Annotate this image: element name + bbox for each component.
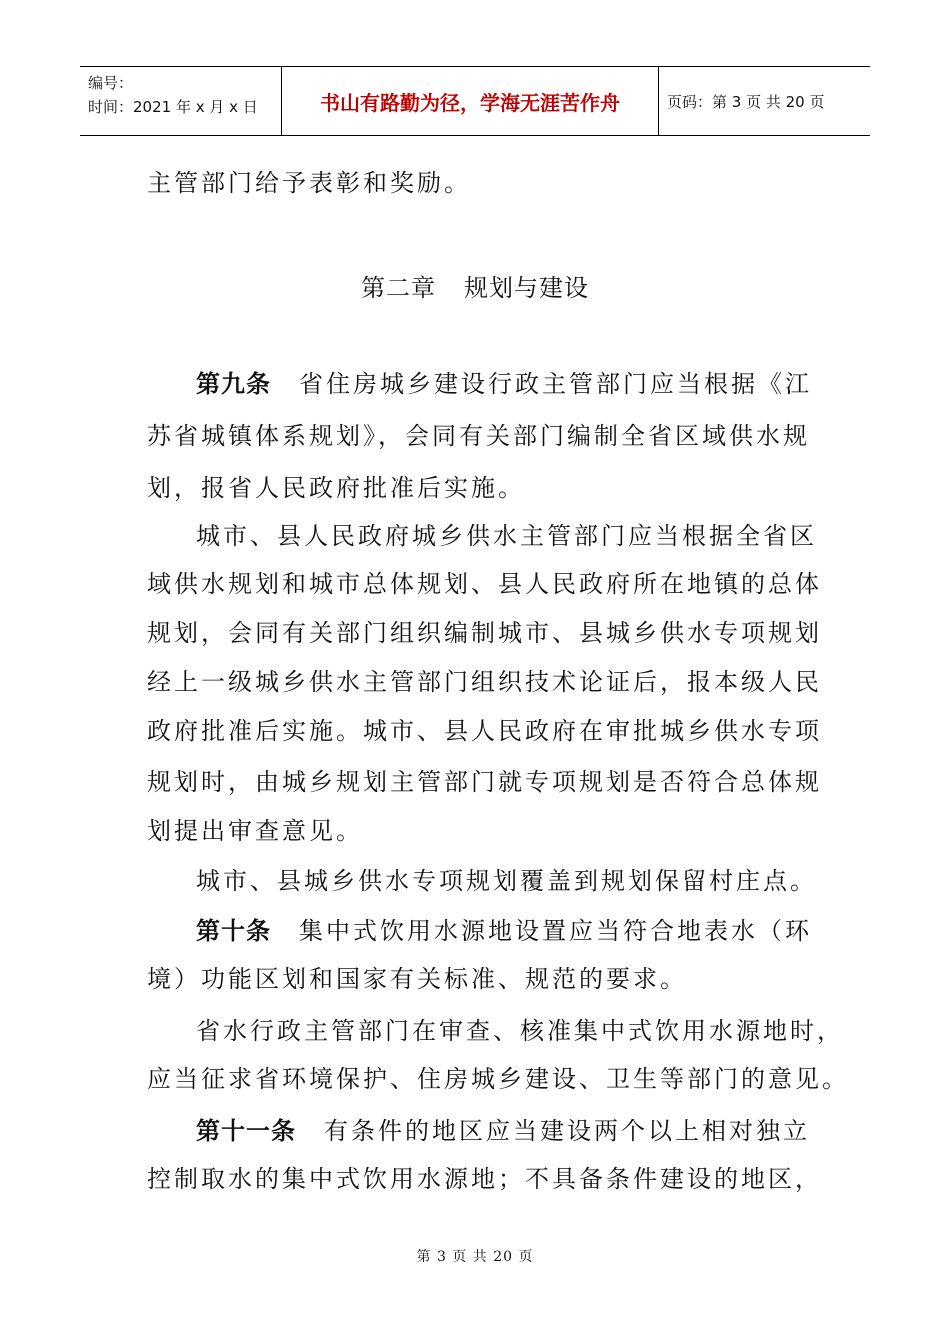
article-9-label: 第九条 — [196, 370, 271, 398]
page-info-text: 页码：第 3 页 共 20 页 — [667, 92, 825, 111]
paragraph-line: 应当征求省环境保护、住房城乡建设、卫生等部门的意见。 — [147, 1065, 849, 1093]
paragraph-line: 城市、县人民政府城乡供水主管部门应当根据全省区 — [196, 522, 817, 550]
number-label: 编号： — [88, 74, 134, 92]
time-label: 时间：2021 年 x 月 x 日 — [88, 98, 258, 116]
article-11-label: 第十一条 — [196, 1117, 296, 1145]
header-meta — [80, 67, 282, 135]
page-footer — [0, 1246, 950, 1266]
article-11-line-1 — [196, 1115, 808, 1147]
header-page-info — [659, 67, 870, 135]
paragraph-line: 城市、县城乡供水专项规划覆盖到规划保留村庄点。 — [196, 867, 817, 895]
header-motto — [282, 67, 659, 135]
chapter-title: 规划与建设 — [464, 274, 589, 302]
paragraph-line: 苏省城镇体系规划》，会同有关部门编制全省区域供水规 — [147, 422, 810, 450]
article-9-text: 省住房城乡建设行政主管部门应当根据《江 — [299, 370, 812, 398]
paragraph-line: 划提出审查意见。 — [147, 817, 363, 845]
paragraph-line: 规划时，由城乡规划主管部门就专项规划是否符合总体规 — [147, 768, 822, 796]
paragraph-line: 主管部门给予表彰和奖励。 — [147, 169, 471, 197]
paragraph-line: 划，报省人民政府批准后实施。 — [147, 474, 525, 502]
article-10-text: 集中式饮用水源地设置应当符合地表水（环 — [299, 917, 812, 945]
paragraph-line: 控制取水的集中式饮用水源地；不具备条件建设的地区， — [147, 1165, 822, 1193]
paragraph-line: 规划，会同有关部门组织编制城市、县城乡供水专项规划 — [147, 619, 822, 647]
article-10-line-1 — [196, 915, 812, 947]
motto-text: 书山有路勤为径，学海无涯苦作舟 — [320, 90, 620, 115]
footer-page-label: 第 3 页 共 20 页 — [416, 1249, 534, 1265]
document-header — [80, 66, 870, 136]
paragraph-line: 域供水规划和城市总体规划、县人民政府所在地镇的总体 — [147, 570, 822, 598]
paragraph-line: 境）功能区划和国家有关标准、规范的要求。 — [147, 965, 687, 993]
article-10-label: 第十条 — [196, 917, 271, 945]
article-11-text: 有条件的地区应当建设两个以上相对独立 — [324, 1117, 810, 1145]
chapter-heading — [0, 268, 950, 303]
chapter-number: 第二章 — [361, 274, 436, 302]
paragraph-line: 政府批准后实施。城市、县人民政府在审批城乡供水专项 — [147, 717, 822, 745]
paragraph-line: 经上一级城乡供水主管部门组织技术论证后，报本级人民 — [147, 668, 822, 696]
paragraph-line: 省水行政主管部门在审查、核准集中式饮用水源地时， — [196, 1017, 844, 1045]
article-9-line-1 — [196, 368, 812, 400]
